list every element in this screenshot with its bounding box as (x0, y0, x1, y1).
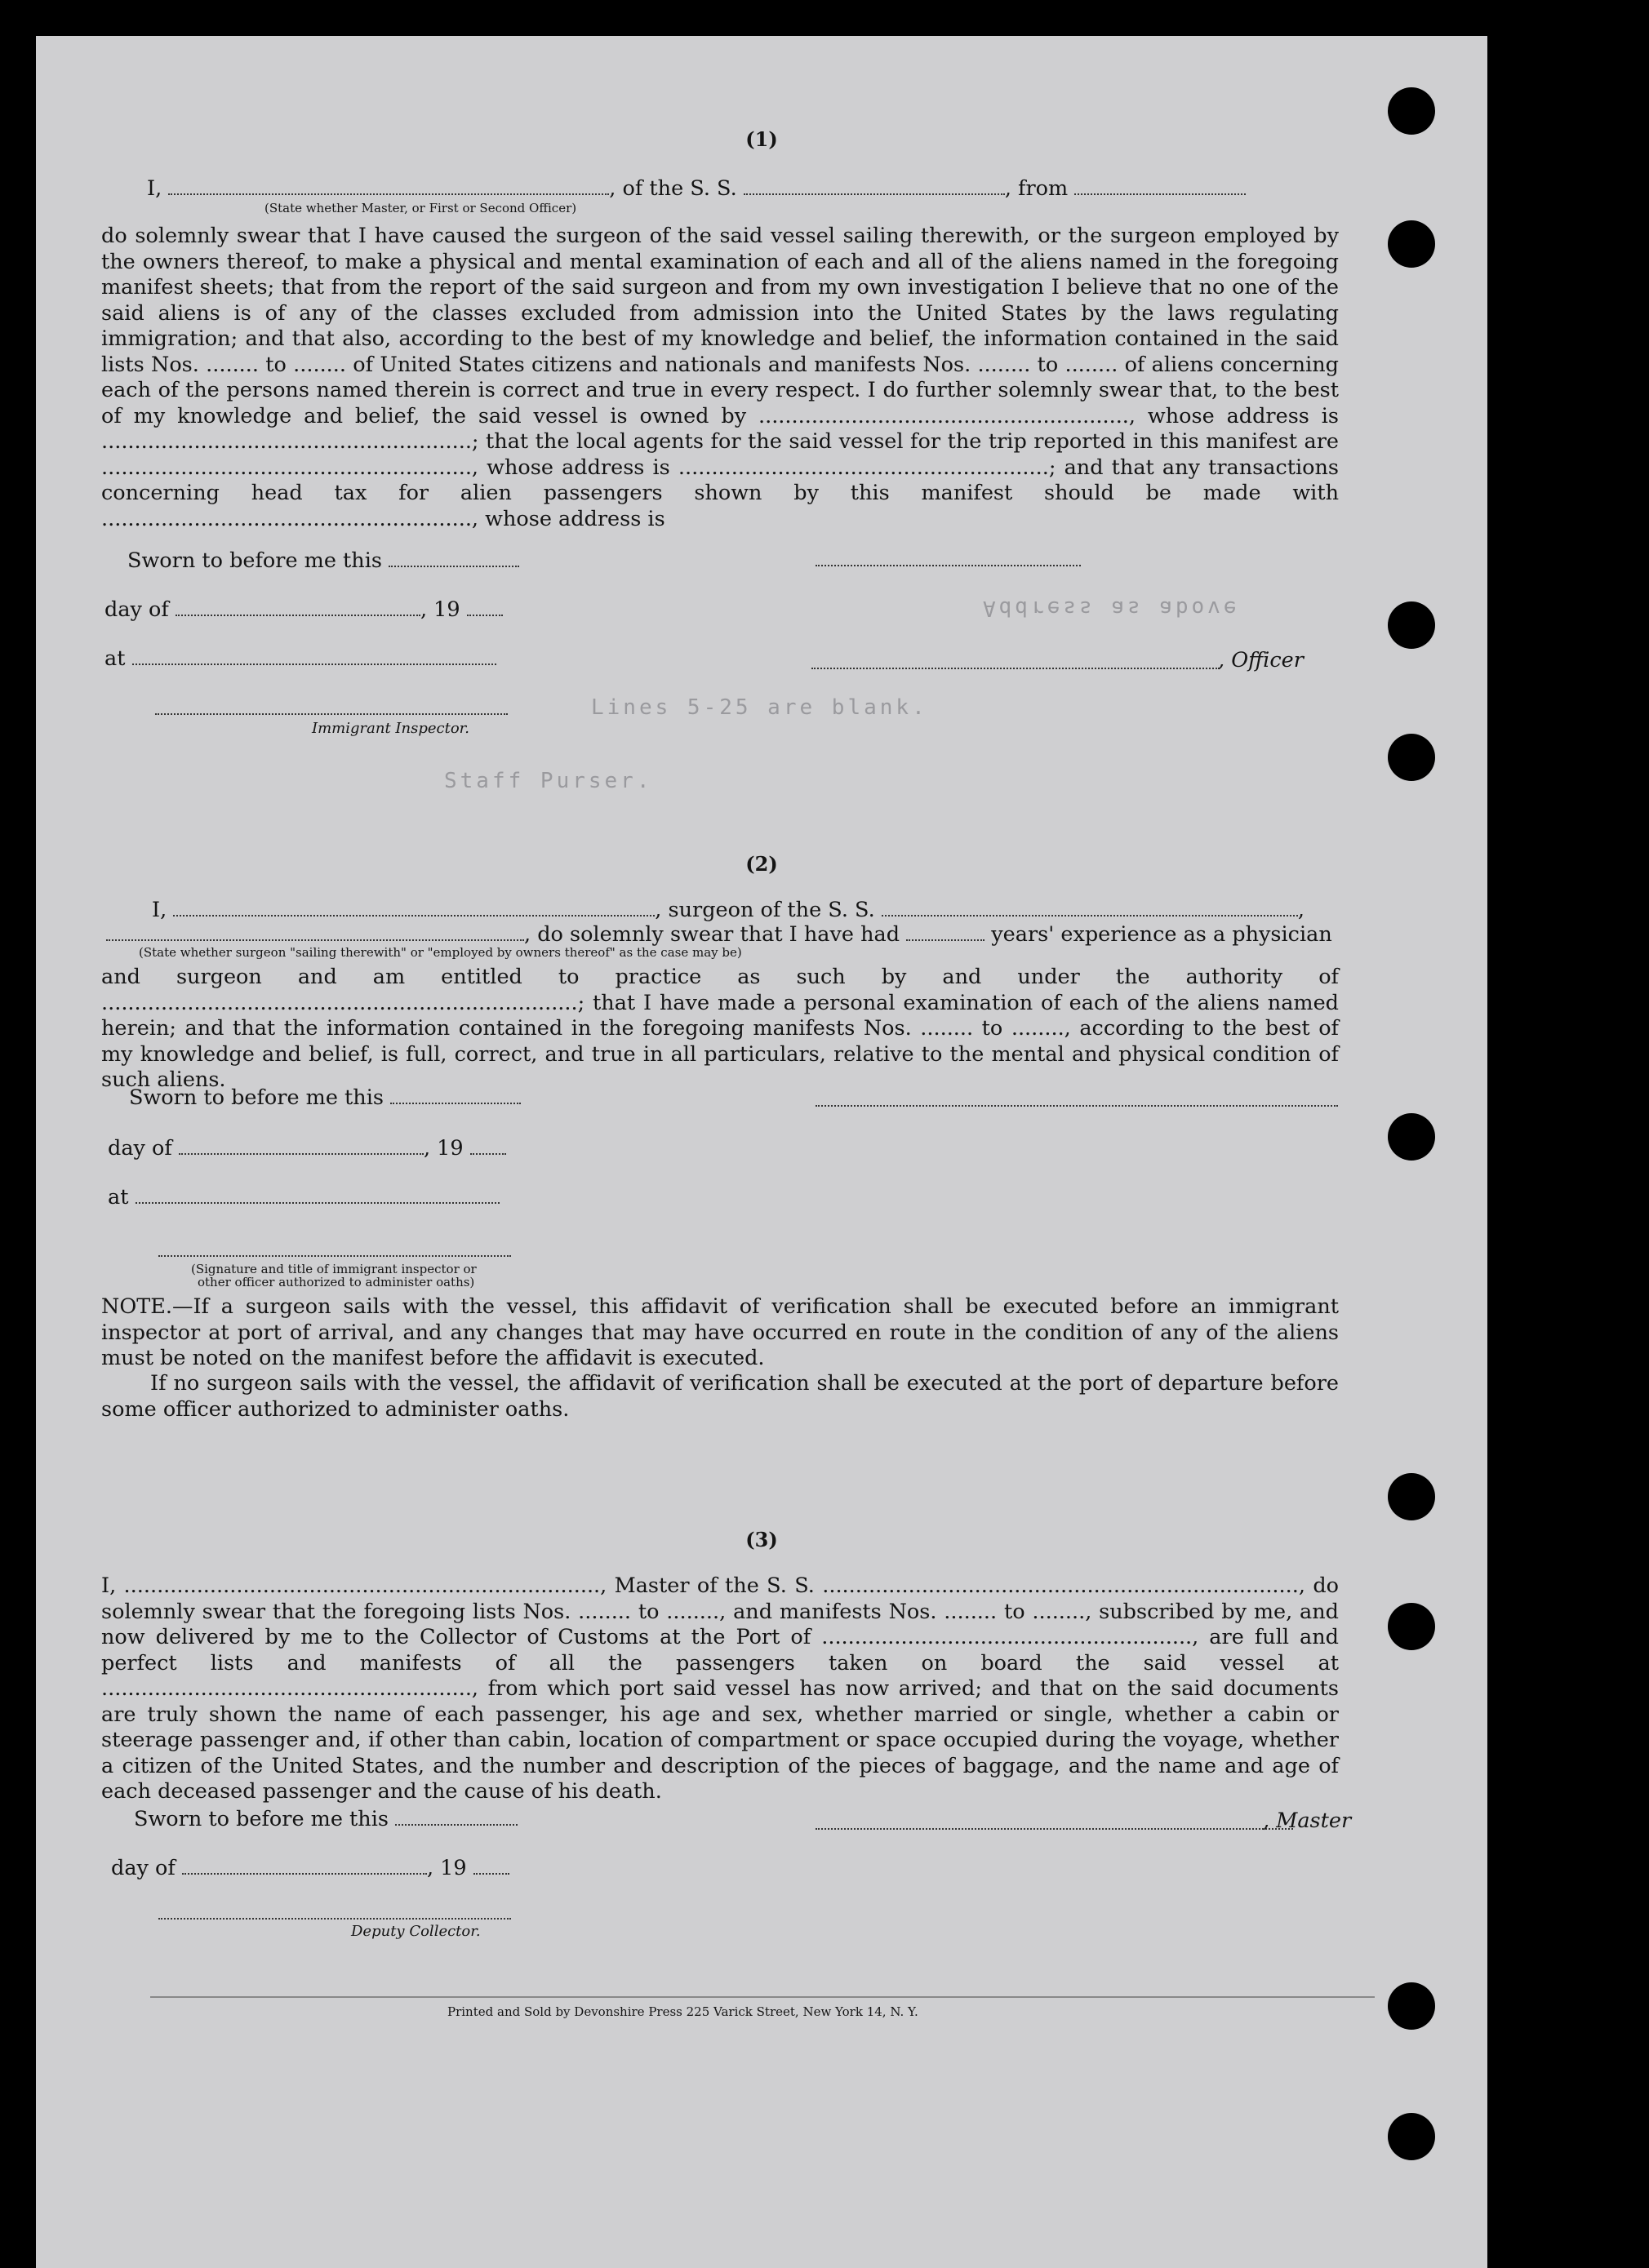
section1-sworn (127, 548, 519, 573)
at-place-field[interactable] (132, 647, 496, 665)
section1-at (104, 646, 496, 671)
master-label: , Master (1263, 1809, 1352, 1833)
label-year: , 19 (420, 597, 460, 622)
label-year: , 19 (426, 1856, 467, 1880)
surgeon-signature-line[interactable] (816, 1105, 1338, 1107)
label-of-ss: , of the S. S. (609, 176, 737, 201)
section2-line2 (106, 922, 1332, 947)
sworn-day-field[interactable] (389, 549, 519, 567)
punch-hole-icon (1388, 2113, 1435, 2160)
label-i: I, (147, 176, 162, 201)
punch-hole-icon (1388, 1473, 1435, 1520)
sig-note-1: (Signature and title of immigrant inspector or (191, 1262, 477, 1276)
section2-note1: NOTE.—If a surgeon sails with the vessel, this affidavit of verification shall be executed before an immigrant inspector at port of arrival, and any changes that may have occurred en route in the condition of any of the aliens must be noted on the manifest before the affidavit is executed. (101, 1294, 1339, 1370)
inspector-label: Immigrant Inspector. (312, 720, 470, 737)
label-i: I, (152, 898, 167, 922)
section2-sworn (129, 1085, 521, 1110)
footer-rule (150, 1996, 1375, 1998)
showthrough-text-b: Staff Purser. (444, 769, 653, 793)
punch-hole-icon (1388, 1113, 1435, 1161)
section2-line1: I, , surgeon of the S. S. , (152, 898, 1305, 922)
year-field[interactable] (470, 1137, 506, 1155)
showthrough-text-c: Address as above (983, 596, 1240, 620)
collector-label: Deputy Collector. (351, 1923, 481, 1940)
surgeon-vessel-field[interactable] (882, 899, 1298, 917)
section2-heading: (2) (745, 852, 778, 876)
section1-oath-paragraph: do solemnly swear that I have caused the surgeon of the said vessel sailing therewith, or the surgeon employed by the owners thereof, to make a physical and mental examination of each and all of the aliens named in the foregoing manifest sheets; that from the report of the said surgeon and from my own investigation I believe that no one of the said aliens is of any of the classes excluded from admission into the United States by the laws regulating immigration; and that also, according to the best of my knowledge and belief, the information contained in the said lists Nos. ........ to ........ of United States citizens and nationals and manifests Nos. ........ to ........ of aliens concerning each of the persons named therein is correct and true in every respect. I do further solemnly swear that, to the best of my knowledge and belief, the said vessel is owned by ........................................................, whose address is ........................................................; that the local agents for the said vessel for the trip reported in this manifest are ........................................................, whose address is ........................................................; and that any transactions concerning head tax for alien passengers shown by this manifest should be made with ........................................................, whose address is (101, 224, 1339, 531)
section3-oath-paragraph: I, ........................................................................, Master of the S. S. ........................................................................, do solemnly swear that the foregoing lists Nos. ........ to ........, and manifests Nos. ........ to ........, subscribed by me, and now delivered by me to the Collector of Customs at the Port of ........................................................, are full and perfect lists and manifests of all the passengers taken on board the said vessel at ........................................................, from which port said vessel has now arrived; and that on the said documents are truly shown the name of each passenger, his age and sex, whether married or single, whether a cabin or steerage passenger and, if other than cabin, location of compartment or space occupied during the voyage, whether a citizen of the United States, and the number and description of the pieces of baggage, and the name and age of each deceased passenger and the cause of his death. (101, 1573, 1339, 1804)
manifest-back-page (36, 36, 1487, 2268)
punch-hole-icon (1388, 87, 1435, 135)
month-field[interactable] (179, 1137, 424, 1155)
label-surgeon-of-ss: , surgeon of the S. S. (655, 898, 875, 922)
label-year: , 19 (423, 1136, 464, 1161)
punch-hole-icon (1388, 1982, 1435, 2030)
printer-imprint: Printed and Sold by Devonshire Press 225 Varick Street, New York 14, N. Y. (447, 2004, 918, 2019)
from-port-field[interactable] (1074, 177, 1246, 195)
surgeon-note: (State whether surgeon "sailing therewith" or "employed by owners thereof" as the case may be) (139, 945, 742, 960)
section3-day-of (111, 1856, 509, 1880)
label-at: at (104, 646, 126, 671)
label-day-of: day of (111, 1856, 176, 1880)
years-experience-field[interactable] (906, 923, 985, 941)
section2-oath-paragraph: and surgeon and am entitled to practice as such by and under the authority of ........................................................................; that I have made a personal examination of each of the aliens named herein; and that the information contained in the foregoing manifests Nos. ........ to ........, according to the best of my knowledge and belief, is full, correct, and true in all particulars, relative to the mental and physical condition of such aliens. (101, 965, 1339, 1092)
officer-name-field[interactable] (168, 177, 609, 195)
surgeon-status-field[interactable] (106, 923, 524, 941)
label-solemnly-swear: , do solemnly swear that I have had (524, 922, 900, 947)
label-day-of: day of (108, 1136, 172, 1161)
label-from: , from (1004, 176, 1069, 201)
sig-note-2: other officer authorized to administer oaths) (198, 1275, 475, 1289)
year-field[interactable] (473, 1857, 509, 1875)
section2-note2: If no surgeon sails with the vessel, the affidavit of verification shall be executed at the port of departure before some officer authorized to administer oaths. (101, 1371, 1339, 1422)
punch-hole-icon (1388, 220, 1435, 268)
collector-signature-line[interactable] (158, 1918, 511, 1920)
officer-note: (State whether Master, or First or Second Officer) (264, 201, 577, 215)
punch-hole-icon (1388, 1603, 1435, 1650)
punch-hole-icon (1388, 734, 1435, 781)
label-sworn: Sworn to before me this (134, 1807, 389, 1831)
section2-at (108, 1185, 500, 1209)
owner-signature-line[interactable] (816, 565, 1081, 566)
at-place-field[interactable] (136, 1186, 500, 1204)
inspector-signature-line[interactable] (158, 1255, 511, 1257)
label-years-experience: years' experience as a physician (991, 922, 1332, 947)
master-signature-line[interactable] (816, 1828, 1293, 1830)
section1-heading: (1) (745, 127, 778, 151)
officer-signature-line[interactable] (811, 668, 1220, 669)
label-sworn: Sworn to before me this (127, 548, 382, 573)
section2-day-of (108, 1136, 506, 1161)
section3-heading: (3) (745, 1528, 778, 1551)
inspector-signature-line[interactable] (155, 713, 508, 715)
section1-day-of (104, 597, 503, 622)
label-sworn: Sworn to before me this (129, 1085, 384, 1110)
officer-label: , Officer (1218, 648, 1304, 672)
punch-hole-icon (1388, 601, 1435, 649)
label-at: at (108, 1185, 129, 1209)
sworn-day-field[interactable] (395, 1808, 518, 1826)
section1-line1 (147, 176, 1246, 201)
surgeon-name-field[interactable] (173, 899, 655, 917)
vessel-name-field[interactable] (744, 177, 1005, 195)
year-field[interactable] (467, 598, 503, 616)
section3-sworn (134, 1807, 518, 1831)
month-field[interactable] (176, 598, 420, 616)
showthrough-text-a: Lines 5-25 are blank. (591, 695, 928, 720)
sworn-day-field[interactable] (390, 1086, 521, 1104)
label-day-of: day of (104, 597, 169, 622)
month-field[interactable] (182, 1857, 427, 1875)
